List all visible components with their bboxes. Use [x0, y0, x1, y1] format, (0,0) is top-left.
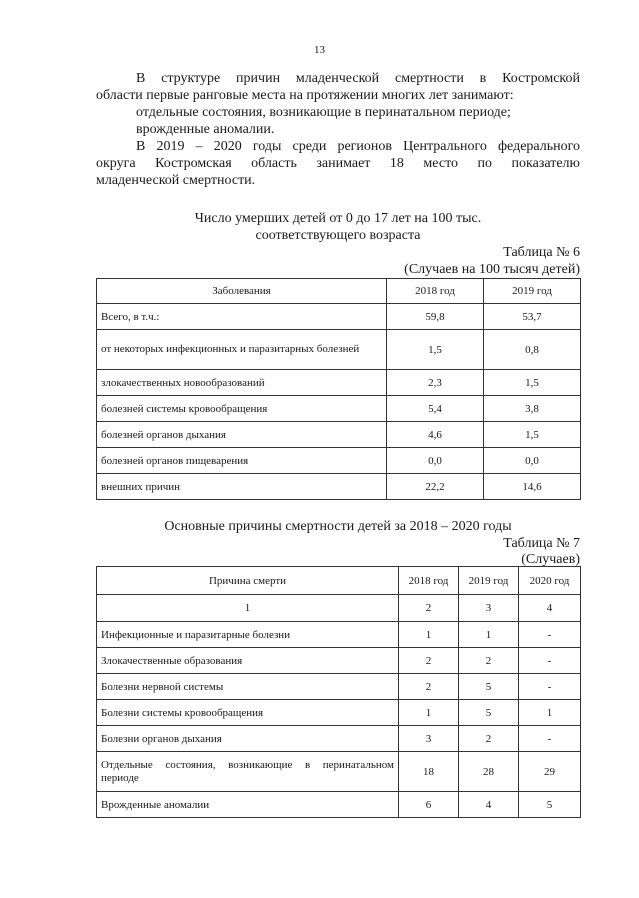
table-row — [97, 304, 581, 330]
table7-cell: Болезни нервной системы — [97, 674, 399, 700]
table6-header-2019: 2019 год — [484, 279, 581, 304]
table7-header-2020: 2020 год — [519, 567, 581, 595]
table6-cell: 0,8 — [484, 330, 581, 370]
table6-cell: 14,6 — [484, 474, 581, 500]
table-row — [97, 422, 581, 448]
table7-title: Основные причины смертности детей за 2018 – 2020 годы — [164, 519, 512, 534]
table7-cell: 1 — [399, 622, 459, 648]
table-row — [97, 792, 581, 818]
table7-cell: 3 — [399, 726, 459, 752]
table7-cell: 1 — [97, 595, 399, 622]
table-row — [97, 448, 581, 474]
table6-label: Таблица № 6 — [503, 245, 580, 260]
table-row — [97, 330, 581, 370]
table6-header-2018: 2018 год — [387, 279, 484, 304]
table6-cell: болезней системы кровообращения — [97, 396, 387, 422]
table7-cell: Отдельные состояния, возникающие в перинатальном периоде — [97, 752, 399, 792]
table-row — [97, 700, 581, 726]
table6-cell: 1,5 — [484, 422, 581, 448]
table-row — [97, 752, 581, 792]
table7-cell: 2 — [399, 674, 459, 700]
table7-cell: 5 — [519, 792, 581, 818]
table6-header-row — [97, 279, 581, 304]
table6-cell: 59,8 — [387, 304, 484, 330]
table7-cell: Болезни органов дыхания — [97, 726, 399, 752]
table7-cell: 29 — [519, 752, 581, 792]
table7-cell: 3 — [459, 595, 519, 622]
table7-cell: 4 — [519, 595, 581, 622]
table7-cell: Болезни системы кровообращения — [97, 700, 399, 726]
intro-line-3: В 2019 – 2020 годы среди регионов Центрального федерального — [136, 139, 580, 154]
table7-cell: 2 — [399, 648, 459, 674]
table7-cell: 18 — [399, 752, 459, 792]
table6-cell: болезней органов дыхания — [97, 422, 387, 448]
table7-cell: - — [519, 674, 581, 700]
intro-line-1: В структуре причин младенческой смертности в Костромской — [136, 71, 580, 86]
table6-cell: Всего, в т.ч.: — [97, 304, 387, 330]
table7-cell: Злокачественные образования — [97, 648, 399, 674]
table6-cell: внешних причин — [97, 474, 387, 500]
intro-item-1: отдельные состояния, возникающие в перинатальном периоде; — [136, 105, 511, 120]
table-row — [97, 396, 581, 422]
table7-header-cause: Причина смерти — [97, 567, 399, 595]
table7-cell: 5 — [459, 700, 519, 726]
table6-title-line-2: соответствующего возраста — [255, 228, 421, 243]
table6-cell: злокачественных новообразований — [97, 370, 387, 396]
table6-cell: 3,8 — [484, 396, 581, 422]
intro-item-2: врожденные аномалии. — [136, 122, 275, 137]
table7-cell: 1 — [519, 700, 581, 726]
table7-cell: 2 — [399, 595, 459, 622]
table7-cell: Инфекционные и паразитарные болезни — [97, 622, 399, 648]
table-6 — [96, 278, 581, 500]
table6-units: (Случаев на 100 тысяч детей) — [404, 262, 580, 277]
table6-cell: 0,0 — [484, 448, 581, 474]
table7-header-2018: 2018 год — [399, 567, 459, 595]
table6-cell: 1,5 — [484, 370, 581, 396]
table7-cell: 4 — [459, 792, 519, 818]
table7-cell: 2 — [459, 648, 519, 674]
table6-cell: от некоторых инфекционных и паразитарных болезней — [97, 330, 387, 370]
table7-cell: 1 — [459, 622, 519, 648]
table-row — [97, 474, 581, 500]
table7-cell: Врожденные аномалии — [97, 792, 399, 818]
table7-cell: - — [519, 622, 581, 648]
table7-numbering-row — [97, 595, 581, 622]
table7-header-row — [97, 567, 581, 595]
intro-line-4: округа Костромская область занимает 18 место по показателю — [96, 156, 580, 171]
table-row — [97, 622, 581, 648]
table6-cell: 5,4 — [387, 396, 484, 422]
table7-cell: 2 — [459, 726, 519, 752]
intro-line-2: области первые ранговые места на протяжении многих лет занимают: — [96, 88, 514, 103]
table-row — [97, 674, 581, 700]
table6-cell: 53,7 — [484, 304, 581, 330]
table-7 — [96, 566, 581, 818]
table6-title-line-1: Число умерших детей от 0 до 17 лет на 100 тыс. — [194, 211, 482, 226]
table-row — [97, 726, 581, 752]
table6-cell: 22,2 — [387, 474, 484, 500]
table7-cell: 1 — [399, 700, 459, 726]
page-number: 13 — [314, 44, 325, 56]
table6-cell: 0,0 — [387, 448, 484, 474]
table6-cell: болезней органов пищеварения — [97, 448, 387, 474]
table6-cell: 1,5 — [387, 330, 484, 370]
table-row — [97, 648, 581, 674]
table7-cell: - — [519, 648, 581, 674]
table6-cell: 4,6 — [387, 422, 484, 448]
table6-cell: 2,3 — [387, 370, 484, 396]
table7-cell: 6 — [399, 792, 459, 818]
table7-cell: 28 — [459, 752, 519, 792]
table-row — [97, 370, 581, 396]
intro-line-5: младенческой смертности. — [96, 173, 256, 188]
table7-header-2019: 2019 год — [459, 567, 519, 595]
table6-header-disease: Заболевания — [97, 279, 387, 304]
table7-cell: - — [519, 726, 581, 752]
table7-label: Таблица № 7 — [503, 536, 580, 551]
table7-units: (Случаев) — [521, 552, 580, 567]
table7-cell: 5 — [459, 674, 519, 700]
